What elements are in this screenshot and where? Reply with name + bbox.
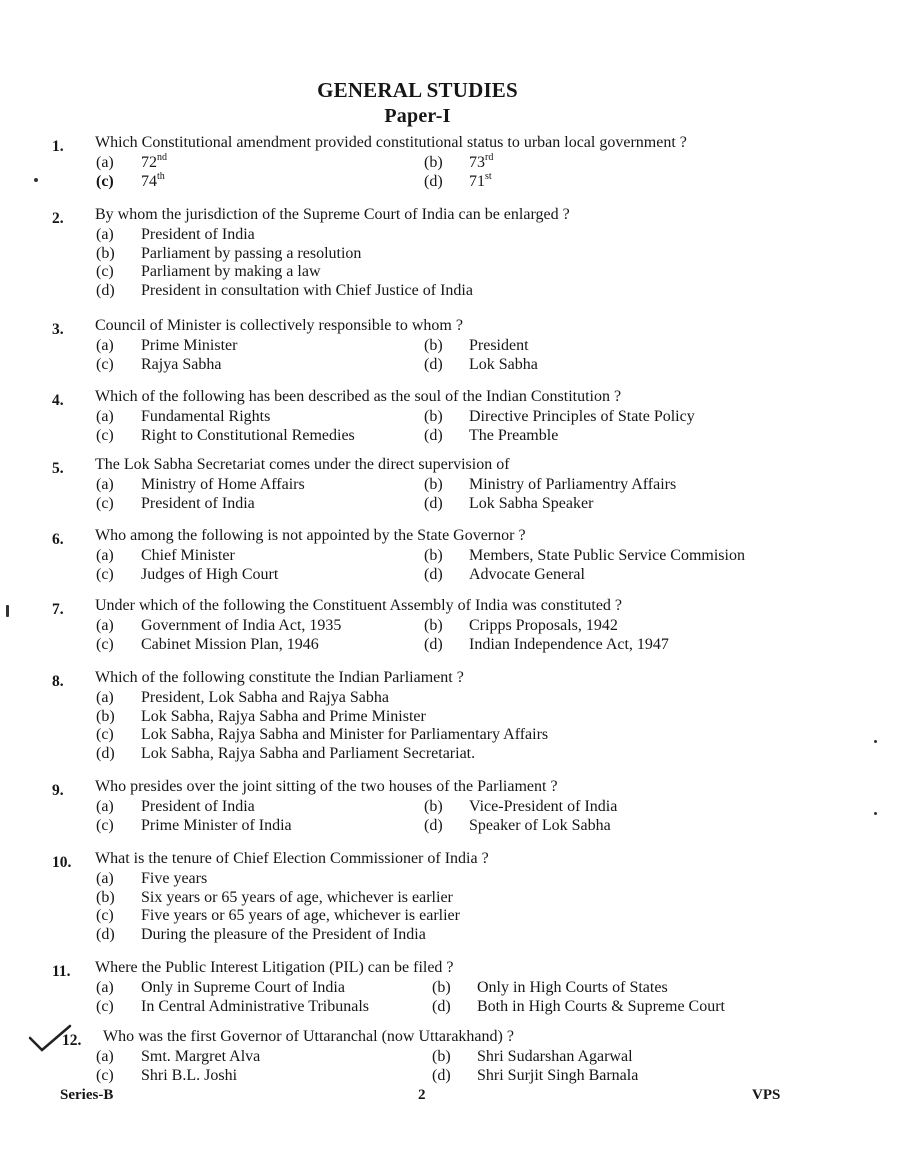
option-d: (d) The Preamble — [424, 426, 559, 444]
option-c: (c) Judges of High Court — [96, 565, 279, 583]
option-d: (d) Shri Surjit Singh Barnala — [432, 1066, 639, 1084]
option-c: (c) President of India — [96, 494, 255, 512]
question-2 — [0, 206, 900, 300]
option-a: (a) President of India — [96, 798, 255, 815]
question-number: 8. — [52, 673, 64, 690]
question-number: 11. — [52, 963, 71, 980]
option-d: (d) Both in High Courts & Supreme Court — [432, 997, 725, 1015]
option-c: (c) Lok Sabha, Rajya Sabha and Minister for Parliamentary Affairs — [96, 726, 549, 744]
option-a: (a) 72nd — [96, 152, 167, 171]
option-c: (c) Right to Constitutional Remedies — [96, 426, 355, 444]
question-12 — [0, 1028, 900, 1085]
option-c: (c) Cabinet Mission Plan, 1946 — [96, 635, 319, 653]
option-a: (a) Government of India Act, 1935 — [96, 617, 342, 634]
question-number: 5. — [52, 460, 64, 477]
question-5 — [0, 456, 900, 513]
question-text: Which Constitutional amendment provided constitutional status to urban local government ? — [95, 134, 687, 151]
question-text: Who was the first Governor of Uttaranchal (now Uttarakhand) ? — [103, 1028, 514, 1045]
option-a: (a) Chief Minister — [96, 547, 235, 564]
option-b: (b) 73rd — [424, 152, 494, 171]
question-text: The Lok Sabha Secretariat comes under the direct supervision of — [95, 456, 510, 473]
option-a: (a) Fundamental Rights — [96, 408, 271, 425]
option-a: (a) Prime Minister — [96, 337, 238, 354]
option-b: (b) President — [424, 337, 529, 354]
question-10 — [0, 850, 900, 944]
option-d: (d) Speaker of Lok Sabha — [424, 816, 611, 834]
option-b: (b) Directive Principles of State Policy — [424, 408, 695, 425]
question-text: Council of Minister is collectively responsible to whom ? — [95, 317, 463, 334]
option-c: (c) Parliament by making a law — [96, 263, 321, 281]
paper-subtitle: Paper-I — [384, 105, 451, 127]
scan-speck — [874, 812, 877, 815]
option-c: (c) Prime Minister of India — [96, 816, 292, 834]
question-number: 2. — [52, 210, 64, 227]
option-a: (a) Smt. Margret Alva — [96, 1048, 261, 1065]
scan-speck — [874, 740, 877, 743]
question-8 — [0, 669, 900, 763]
question-number: 4. — [52, 392, 64, 409]
option-a: (a) Five years — [96, 870, 208, 887]
option-d: (d) During the pleasure of the President of India — [96, 925, 426, 943]
question-11 — [0, 959, 900, 1016]
question-text: Which of the following constitute the Indian Parliament ? — [95, 669, 464, 686]
option-b: (b) Lok Sabha, Rajya Sabha and Prime Minister — [96, 707, 426, 725]
question-text: Who presides over the joint sitting of the two houses of the Parliament ? — [95, 778, 558, 795]
option-a: (a) Only in Supreme Court of India — [96, 979, 345, 996]
option-b: (b) Members, State Public Service Commision — [424, 547, 745, 564]
option-c: (c) Rajya Sabha — [96, 355, 222, 373]
question-text: Who among the following is not appointed by the State Governor ? — [95, 527, 526, 544]
option-d: (d) Lok Sabha Speaker — [424, 494, 594, 512]
question-9 — [0, 778, 900, 835]
option-c: (c) In Central Administrative Tribunals — [96, 997, 369, 1015]
option-b: (b) Parliament by passing a resolution — [96, 244, 362, 262]
question-number: 7. — [52, 601, 64, 618]
page-number: 2 — [418, 1087, 426, 1103]
question-number: 1. — [52, 138, 64, 155]
option-a: (a) President of India — [96, 226, 255, 243]
option-d: (d) Advocate General — [424, 565, 585, 583]
scan-speck — [34, 178, 38, 182]
question-number: 12. — [62, 1032, 82, 1049]
option-b: (b) Only in High Courts of States — [432, 979, 668, 996]
question-number: 3. — [52, 321, 64, 338]
question-number: 6. — [52, 531, 64, 548]
question-1 — [0, 134, 900, 191]
handwritten-tick-icon — [26, 1024, 76, 1054]
question-7 — [0, 597, 900, 654]
question-text: By whom the jurisdiction of the Supreme Court of India can be enlarged ? — [95, 206, 570, 223]
option-d: (d) Indian Independence Act, 1947 — [424, 635, 669, 653]
option-b: (b) Shri Sudarshan Agarwal — [432, 1048, 633, 1065]
paper-code: VPS — [752, 1087, 781, 1103]
option-d: (d) Lok Sabha — [424, 355, 538, 373]
option-b: (b) Cripps Proposals, 1942 — [424, 617, 618, 634]
question-4 — [0, 388, 900, 445]
question-number: 10. — [52, 854, 72, 871]
series-label: Series-B — [60, 1087, 114, 1103]
question-text: Under which of the following the Constituent Assembly of India was constituted ? — [95, 597, 623, 614]
question-text: Which of the following has been described as the soul of the Indian Constitution ? — [95, 388, 622, 405]
page-title: GENERAL STUDIES — [317, 78, 518, 102]
option-b: (b) Vice-President of India — [424, 798, 618, 815]
option-d: (d) Lok Sabha, Rajya Sabha and Parliament Secretariat. — [96, 744, 476, 762]
option-c: (c) Shri B.L. Joshi — [96, 1066, 238, 1084]
option-d: (d) President in consultation with Chief Justice of India — [96, 281, 473, 299]
option-d: (d) 71st — [424, 170, 492, 190]
option-a: (a) President, Lok Sabha and Rajya Sabha — [96, 689, 389, 706]
option-b: (b) Ministry of Parliamentry Affairs — [424, 476, 677, 493]
question-number: 9. — [52, 782, 64, 799]
question-text: Where the Public Interest Litigation (PIL) can be filed ? — [95, 959, 454, 976]
question-6 — [0, 527, 900, 584]
option-a: (a) Ministry of Home Affairs — [96, 476, 305, 493]
question-3 — [0, 317, 900, 374]
option-c: (c) 74th — [96, 170, 165, 190]
option-c: (c) Five years or 65 years of age, whichever is earlier — [96, 907, 460, 925]
question-text: What is the tenure of Chief Election Commissioner of India ? — [95, 850, 489, 867]
option-b: (b) Six years or 65 years of age, whichever is earlier — [96, 888, 453, 906]
scan-speck — [6, 605, 9, 617]
